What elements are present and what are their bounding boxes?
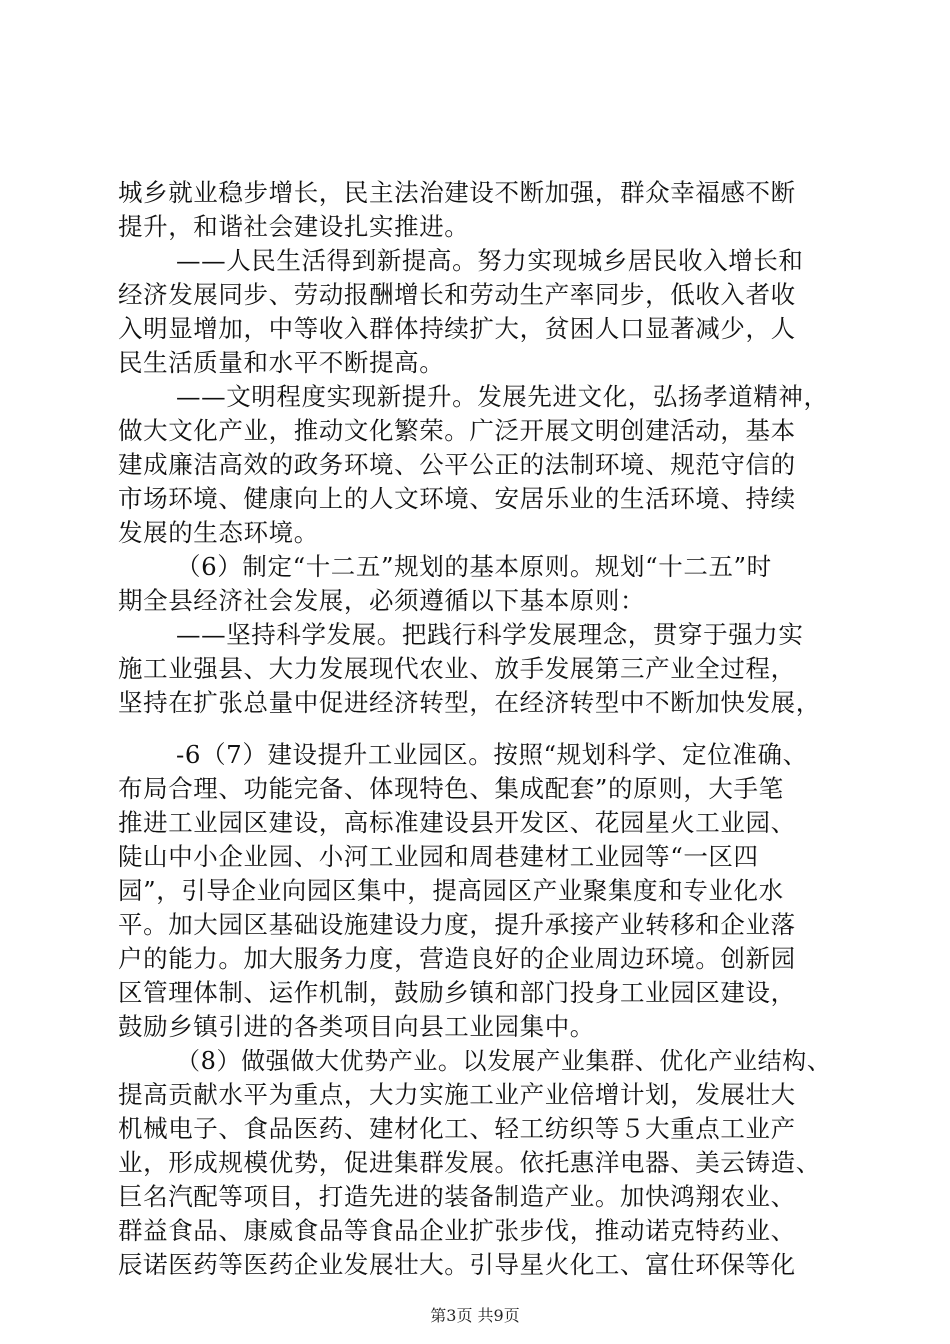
text-line: 市场环境、健康向上的人文环境、安居乐业的生活环境、持续: [118, 484, 796, 513]
text-line: 施工业强县、大力发展现代农业、放手发展第三产业全过程，: [118, 654, 796, 683]
text-line: 辰诺医药等医药企业发展壮大。引导星火化工、富仕环保等化: [118, 1250, 796, 1279]
text-line: 民生活质量和水平不断提高。: [118, 348, 445, 377]
text-line: 业，形成规模优势，促进集群发展。依托惠洋电器、美云铸造、: [118, 1148, 821, 1177]
text-line: 坚持在扩张总量中促进经济转型，在经济转型中不断加快发展，: [118, 688, 821, 717]
text-line: 经济发展同步、劳动报酬增长和劳动生产率同步，低收入者收: [118, 280, 796, 309]
text-line: 建成廉洁高效的政务环境、公平公正的法制环境、规范守信的: [118, 450, 796, 479]
text-line: 平。加大园区基础设施建设力度，提升承接产业转移和企业落: [118, 910, 796, 939]
text-line: 推进工业园区建设，高标准建设县开发区、花园星火工业园、: [118, 808, 796, 837]
text-line: 提升，和谐社会建设扎实推进。: [118, 212, 470, 241]
text-line: （6）制定“十二五”规划的基本原则。规划“十二五”时: [176, 552, 772, 581]
text-line: （8）做强做大优势产业。以发展产业集群、优化产业结构、: [176, 1047, 832, 1075]
text-line: ——坚持科学发展。把践行科学发展理念，贯穿于强力实: [176, 620, 804, 649]
text-line: 陡山中小企业园、小河工业园和周巷建材工业园等“一区四: [118, 842, 759, 871]
text-line: 提高贡献水平为重点，大力实施工业产业倍增计划，发展壮大: [118, 1080, 796, 1109]
text-line: 户的能力。加大服务力度，营造良好的企业周边环境。创新园: [118, 944, 796, 973]
text-line: 区管理体制、运作机制，鼓励乡镇和部门投身工业园区建设，: [118, 978, 796, 1007]
text-line: 巨名汽配等项目，打造先进的装备制造产业。加快鸿翔农业、: [118, 1182, 796, 1211]
text-line: 机械电子、食品医药、建材化工、轻工纺织等５大重点工业产: [118, 1114, 796, 1143]
text-line: 鼓励乡镇引进的各类项目向县工业园集中。: [118, 1012, 595, 1041]
text-line: ——文明程度实现新提升。发展先进文化，弘扬孝道精神，: [176, 382, 829, 411]
text-line: 群益食品、康威食品等食品企业扩张步伐，推动诺克特药业、: [118, 1216, 796, 1245]
text-line: 做大文化产业，推动文化繁荣。广泛开展文明创建活动，基本: [118, 416, 796, 445]
text-line: 发展的生态环境。: [118, 518, 319, 547]
text-line: 入明显增加，中等收入群体持续扩大，贫困人口显著减少，人: [118, 314, 796, 343]
text-line: 城乡就业稳步增长，民主法治建设不断加强，群众幸福感不断: [118, 178, 796, 207]
text-line: -6（7）建设提升工业园区。按照“规划科学、定位准确、: [176, 740, 808, 769]
text-line: 期全县经济社会发展，必须遵循以下基本原则：: [118, 586, 646, 615]
text-line: ——人民生活得到新提高。努力实现城乡居民收入增长和: [176, 246, 804, 275]
text-line: 园”，引导企业向园区集中，提高园区产业聚集度和专业化水: [118, 876, 784, 905]
page-footer: 第3页 共9页: [430, 1306, 520, 1325]
text-line: 布局合理、功能完备、体现特色、集成配套”的原则，大手笔: [118, 774, 784, 803]
